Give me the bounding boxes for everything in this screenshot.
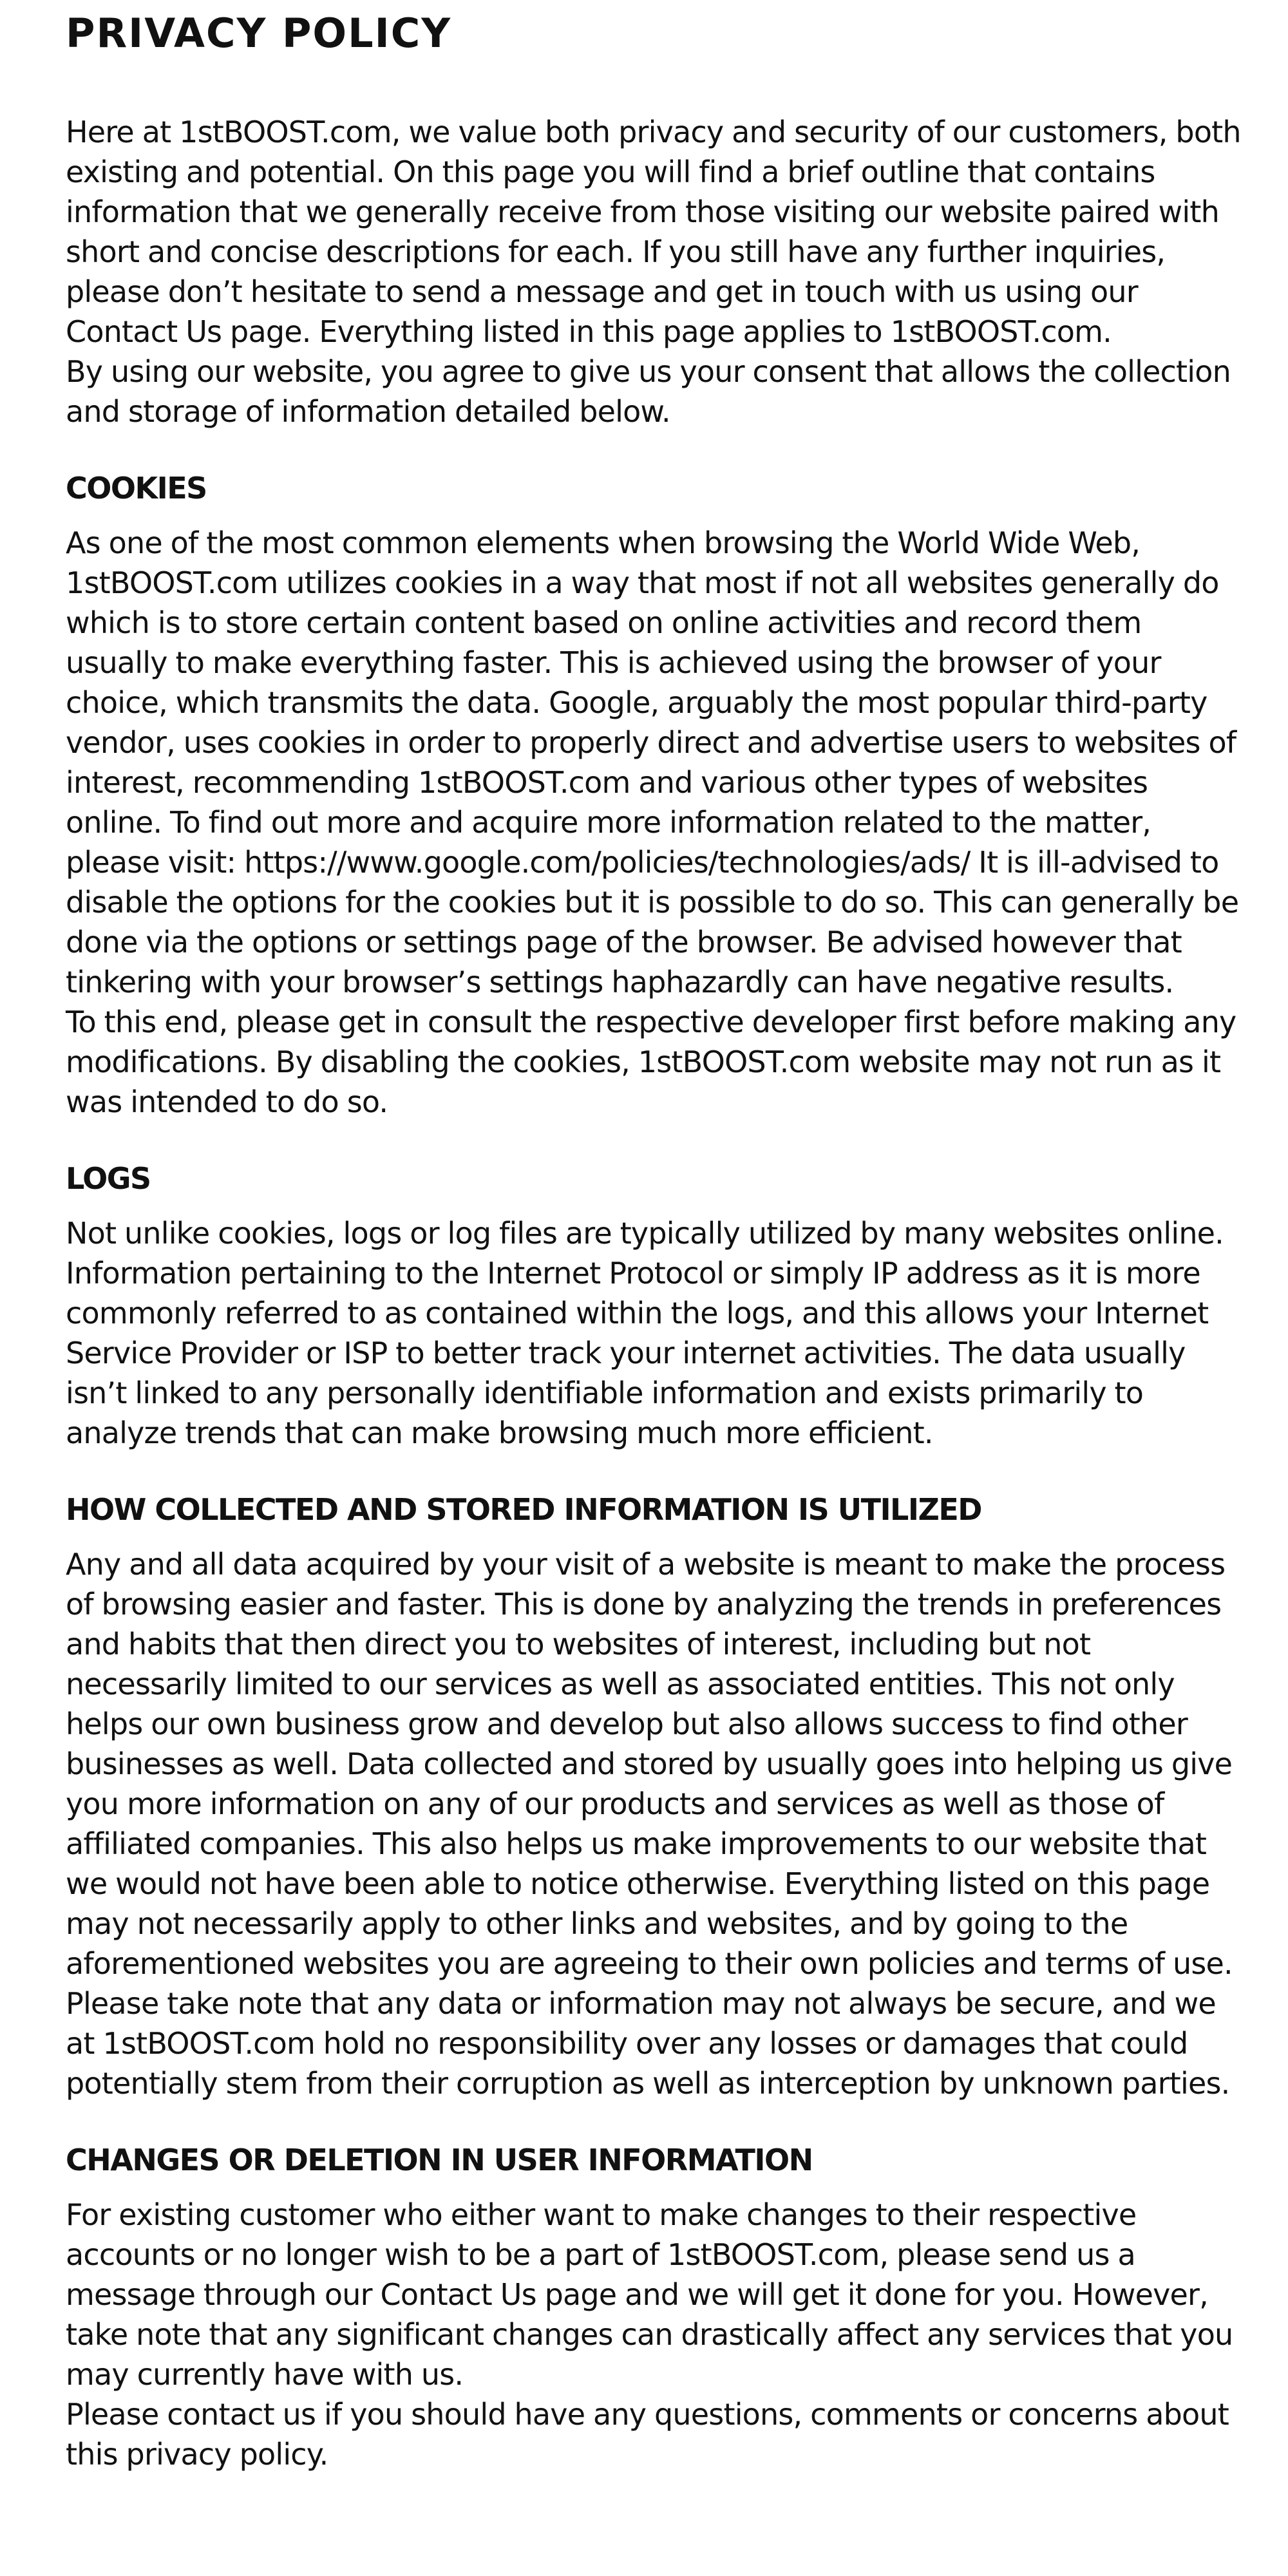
section-paragraph: Any and all data acquired by your visit of a website is meant to make the process of browsing easier and faster. This is done by analyzing the trends in preferences and habits that then direct you to websites of interest, including but not necessarily limited to our services as well as associated entities. This not only helps our own business grow and develop but also allows success to find other businesses as well. Data collected and stored by usually goes into helping us give you more information on any of our products and services as well as those of affiliated companies. This also helps us make improvements to our website that we would not have been able to notice otherwise. Everything listed on this page may not necessarily apply to other links and websites, and by going to the aforementioned websites you are agreeing to their own policies and terms of use. Please take note that any data or information may not always be secure, and we at 1stBOOST.com hold no responsibility over any losses or damages that could potentially stem from their corruption as well as interception by unknown parties. [66,1547,1233,2101]
section-heading: HOW COLLECTED AND STORED INFORMATION IS UTILIZED [66,1492,981,1527]
intro-paragraph: Here at 1stBOOST.com, we value both privacy and security of our customers, both existing and potential. On this page you will find a brief outline that contains information that we generally receive from those visiting our website paired with short and concise descriptions for each. If you still have any further inquiries, please don’t hesitate to send a message and get in touch with us using our Contact Us page. Everything listed in this page applies to 1stBOOST.com. [66,115,1241,349]
section-paragraph: As one of the most common elements when browsing the World Wide Web, 1stBOOST.com utilizes cookies in a way that most if not all websites generally do which is to store certain content based on online activities and record them usually to make everything faster. This is achieved using the browser of your choice, which transmits the data. Google, arguably the most popular third-party vendor, uses cookies in order to properly direct and advertise users to websites of interest, recommending 1stBOOST.com and various other types of websites online. To find out more and acquire more information related to the matter, please visit: https://www.google.com/policies/technologies/ads/ It is ill-advised to disable the options for the cookies but it is possible to do so. This can generally be done via the options or settings page of the browser. Be advised however that tinkering with your browser’s settings haphazardly can have negative results. [66,526,1239,999]
intro-block [66,112,1249,431]
page-title: PRIVACY POLICY [66,10,452,57]
section-paragraph: Not unlike cookies, logs or log files are typically utilized by many websites online. Information pertaining to the Internet Protocol or simply IP address as it is more commonly referred to as contained within the logs, and this allows your Internet Service Provider or ISP to better track your internet activities. The data usually isn’t linked to any personally identifiable information and exists primarily to analyze trends that can make browsing much more efficient. [66,1216,1224,1450]
section-information-usage [66,1490,1249,2103]
section-cookies [66,469,1249,1122]
section-paragraph: To this end, please get in consult the respective developer first before making any modifications. By disabling the cookies, 1stBOOST.com website may not run as it was intended to do so. [66,1005,1236,1119]
section-paragraph: For existing customer who either want to make changes to their respective accounts or no longer wish to be a part of 1stBOOST.com, please send us a message through our Contact Us page and we will get it done for you. However, take note that any significant changes can drastically affect any services that you may currently have with us. [66,2197,1233,2392]
section-heading: LOGS [66,1161,151,1196]
section-paragraph: Please contact us if you should have any questions, comments or concerns about this privacy policy. [66,2397,1229,2472]
section-changes-deletion [66,2141,1249,2474]
section-heading: CHANGES OR DELETION IN USER INFORMATION [66,2143,813,2177]
section-logs [66,1159,1249,1453]
consent-paragraph: By using our website, you agree to give us your consent that allows the collection and storage of information detailed below. [66,354,1231,429]
section-heading: COOKIES [66,471,207,506]
